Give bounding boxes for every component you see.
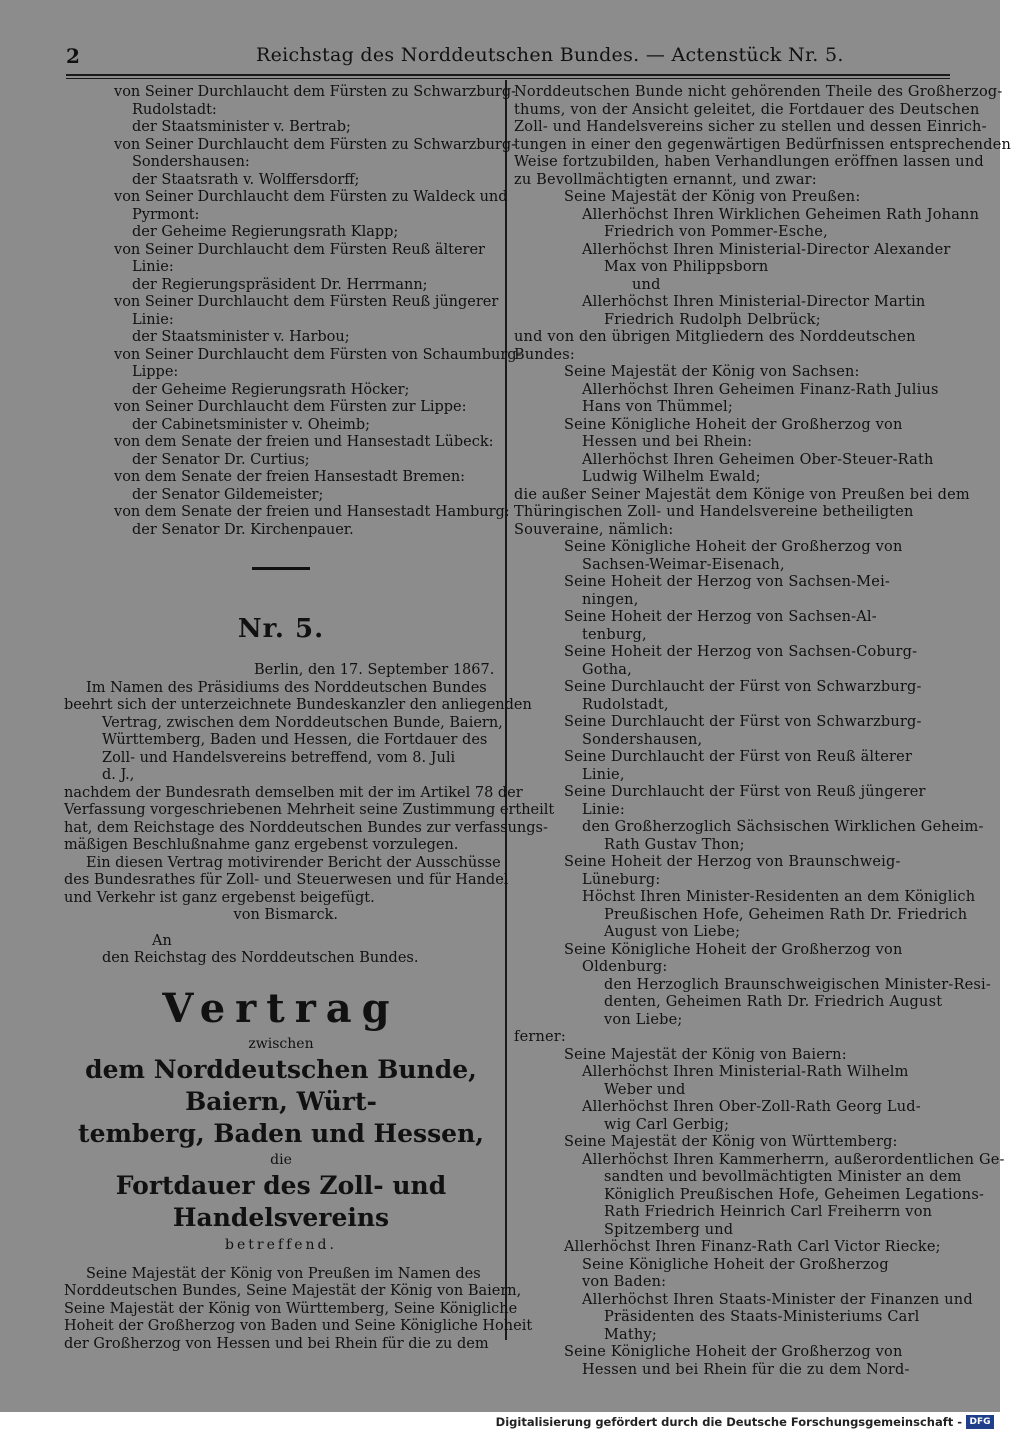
text-line: wig Carl Gerbig; <box>604 1116 730 1133</box>
signature: von Bismarck. <box>233 907 338 923</box>
text-line: der Staatsminister v. Bertrab; <box>132 119 351 135</box>
text-line: Sachsen-Weimar-Eisenach, <box>582 556 785 573</box>
text-line: Seine Königliche Hoheit der Großherzog von <box>564 941 903 958</box>
text-line: Seine Majestät der König von Württemberg: <box>564 1134 898 1150</box>
text-line: Friedrich Rudolph Delbrück; <box>604 311 821 328</box>
text-line: Rudolstadt: <box>132 101 217 118</box>
running-title: Reichstag des Norddeutschen Bundes. — Actenstück Nr. 5. <box>256 44 844 66</box>
text-line: Zoll- und Handelsvereins betreffend, vom 8. Juli <box>102 749 456 766</box>
text-line: Bundes: <box>514 346 575 363</box>
text-line: Allerhöchst Ihren Geheimen Ober-Steuer-Rath <box>582 451 934 468</box>
text-line: Seine Durchlaucht der Fürst von Schwarzburg- <box>564 714 922 730</box>
text-line: Seine Hoheit der Herzog von Sachsen-Mei- <box>564 574 891 590</box>
text-line: Seine Majestät der König von Württemberg, Seine Königliche <box>64 1300 518 1317</box>
text-line: Norddeutschen Bundes, Seine Majestät der König von Baiern, <box>64 1283 522 1299</box>
text-line: ferner: <box>514 1029 567 1045</box>
text-line: Seine Königliche Hoheit der Großherzog <box>582 1256 889 1273</box>
text-line: Allerhöchst Ihren Staats-Minister der Finanzen und <box>582 1291 973 1308</box>
text-line: von Seiner Durchlaucht dem Fürsten zu Schwarzburg- <box>114 136 517 153</box>
text-line: nachdem der Bundesrath demselben mit der im Artikel 78 der <box>64 784 523 801</box>
text-line: von Seiner Durchlaucht dem Fürsten Reuß jüngerer <box>114 294 499 310</box>
text-line: und <box>632 276 661 293</box>
text-line: Seine Hoheit der Herzog von Sachsen-Coburg- <box>564 644 918 660</box>
text-line: den Großherzoglich Sächsischen Wirklichen Geheim- <box>582 819 984 835</box>
text-line: Pyrmont: <box>132 206 200 223</box>
text-line: Seine Hoheit der Herzog von Braunschweig- <box>564 854 901 870</box>
text-line: hat, dem Reichstage des Norddeutschen Bundes zur verfassungs- <box>64 819 548 836</box>
text-line: den Herzoglich Braunschweigischen Minister-Resi- <box>604 976 991 993</box>
text-line: Allerhöchst Ihren Finanz-Rath Carl Victor Riecke; <box>564 1239 941 1255</box>
text-line: Allerhöchst Ihren Wirklichen Geheimen Rath Johann <box>582 206 980 223</box>
title-zwischen: zwischen <box>248 1035 314 1052</box>
text-line: Hessen und bei Rhein für die zu dem Nord- <box>582 1361 910 1378</box>
text-line: sandten und bevollmächtigten Minister an dem <box>604 1169 962 1185</box>
text-line: Allerhöchst Ihren Ministerial-Director Martin <box>582 294 926 310</box>
text-line: und von den übrigen Mitgliedern des Norddeutschen <box>514 329 916 345</box>
text-line: Seine Majestät der König von Preußen im Namen des <box>86 1265 481 1282</box>
document-number: Nr. 5. <box>237 614 325 644</box>
title-betreffend: betreffend. <box>225 1236 337 1253</box>
text-line: Lüneburg: <box>582 871 661 888</box>
page-header <box>66 44 946 72</box>
text-line: der Cabinetsminister v. Oheimb; <box>132 416 371 433</box>
text-line: ningen, <box>582 591 639 608</box>
dfg-logo: DFG <box>966 1415 994 1429</box>
text-line: beehrt sich der unterzeichnete Bundeskanzler den anliegenden <box>64 697 532 713</box>
text-line: Verfassung vorgeschriebenen Mehrheit seine Zustimmung ertheilt <box>64 802 555 818</box>
page-number: 2 <box>66 44 80 68</box>
text-line: Württemberg, Baden und Hessen, die Fortdauer des <box>102 732 488 748</box>
text-line: Rath Gustav Thon; <box>604 836 745 853</box>
text-line: Mathy; <box>604 1326 657 1343</box>
preamble <box>64 1265 533 1354</box>
treaty-title: Vertrag <box>162 984 400 1032</box>
delegates-list <box>64 84 522 539</box>
text-line: Im Namen des Präsidiums des Norddeutschen Bundes <box>86 679 487 696</box>
text-line: Seine Durchlaucht der Fürst von Reuß älterer <box>564 749 913 765</box>
text-line: Ludwig Wilhelm Ewald; <box>582 469 761 485</box>
text-line: Seine Majestät der König von Sachsen: <box>564 364 860 380</box>
text-line: des Bundesrathes für Zoll- und Steuerwesen und für Handel <box>64 872 509 888</box>
text-line: Max von Philippsborn <box>604 259 769 275</box>
text-line: Friedrich von Pommer-Esche, <box>604 224 828 240</box>
text-line: Linie: <box>132 311 174 328</box>
text-line: von Liebe; <box>604 1011 683 1028</box>
text-line: der Geheime Regierungsrath Klapp; <box>132 224 399 240</box>
text-line: tenburg, <box>582 626 647 643</box>
text-line: der Großherzog von Hessen und bei Rhein für die zu dem <box>64 1335 489 1352</box>
text-line: Seine Königliche Hoheit der Großherzog von <box>564 539 903 555</box>
text-line: Linie, <box>582 766 625 783</box>
text-line: Hessen und bei Rhein: <box>582 434 753 450</box>
addressee-line-1: An <box>152 932 172 949</box>
text-line: Weise fortzubilden, haben Verhandlungen eröffnen lassen und <box>514 154 984 170</box>
text-line: Rudolstadt, <box>582 696 669 713</box>
text-line: Weber und <box>604 1081 686 1098</box>
text-line: Rath Friedrich Heinrich Carl Freiherrn von <box>604 1204 933 1220</box>
text-line: Königlich Preußischen Hofe, Geheimen Legations- <box>604 1186 985 1203</box>
text-line: mäßigen Beschlußnahme ganz ergebenst vorzulegen. <box>64 837 459 853</box>
text-line: Vertrag, zwischen dem Norddeutschen Bunde, Baiern, <box>102 714 503 731</box>
plenipotentiaries-list <box>514 84 1011 1379</box>
text-line: Sondershausen: <box>132 154 250 170</box>
text-line: Allerhöchst Ihren Ministerial-Director Alexander <box>582 241 951 258</box>
text-line: Hoheit der Großherzog von Baden und Seine Königliche Hoheit <box>64 1318 533 1334</box>
text-line: Gotha, <box>582 661 632 678</box>
text-line: der Senator Dr. Curtius; <box>132 451 310 468</box>
text-line: und Verkehr ist ganz ergebenst beigefügt. <box>64 889 375 906</box>
text-line: zu Bevollmächtigten ernannt, und zwar: <box>514 171 817 188</box>
text-line: Linie: <box>582 801 625 818</box>
text-line: denten, Geheimen Rath Dr. Friedrich August <box>604 994 943 1010</box>
text-line: von dem Senate der freien Hansestadt Bremen: <box>114 469 466 485</box>
text-line: von Seiner Durchlaucht dem Fürsten von Schaumburg- <box>114 346 522 363</box>
text-line: von Seiner Durchlaucht dem Fürsten zu Waldeck und <box>114 189 508 205</box>
text-line: Allerhöchst Ihren Geheimen Finanz-Rath Julius <box>582 381 939 398</box>
text-line: Souveraine, nämlich: <box>514 521 674 538</box>
text-line: der Senator Dr. Kirchenpauer. <box>132 521 354 538</box>
text-line: von dem Senate der freien und Hansestadt Hamburg: <box>114 504 510 520</box>
text-line: Höchst Ihren Minister-Residenten an dem Königlich <box>582 889 976 905</box>
cover-letter <box>64 679 555 908</box>
text-line: Seine Majestät der König von Baiern: <box>564 1046 847 1063</box>
right-column <box>514 84 1011 1379</box>
title-parties-1: dem Norddeutschen Bunde, Baiern, Würt- <box>85 1054 477 1116</box>
text-line: Hans von Thümmel; <box>582 399 733 415</box>
text-line: von Seiner Durchlaucht dem Fürsten zu Schwarzburg- <box>114 84 517 100</box>
text-line: d. J., <box>102 767 135 783</box>
text-line: Allerhöchst Ihren Ober-Zoll-Rath Georg Lud- <box>582 1099 921 1115</box>
text-line: Seine Hoheit der Herzog von Sachsen-Al- <box>564 609 877 625</box>
text-line: thums, von der Ansicht geleitet, die Fortdauer des Deutschen <box>514 101 980 118</box>
title-subject: Fortdauer des Zoll- und Handelsvereins <box>115 1170 447 1232</box>
text-line: von Baden: <box>582 1274 667 1290</box>
text-line: Seine Durchlaucht der Fürst von Reuß jüngerer <box>564 784 926 800</box>
text-line: Seine Durchlaucht der Fürst von Schwarzburg- <box>564 679 922 695</box>
text-line: tungen in einer den gegenwärtigen Bedürfnissen entsprechenden <box>514 136 1011 153</box>
text-line: der Staatsrath v. Wolffersdorff; <box>132 171 360 188</box>
text-line: der Regierungspräsident Dr. Herrmann; <box>132 276 428 293</box>
text-line: von Seiner Durchlaucht dem Fürsten zur Lippe: <box>114 399 467 415</box>
text-line: die außer Seiner Majestät dem Könige von Preußen bei dem <box>514 486 970 503</box>
section-rule <box>252 567 310 570</box>
footer <box>0 1412 1000 1432</box>
date-line: Berlin, den 17. September 1867. <box>254 662 495 678</box>
text-line: Preußischen Hofe, Geheimen Rath Dr. Friedrich <box>604 906 968 923</box>
text-line: von Seiner Durchlaucht dem Fürsten Reuß älterer <box>114 241 485 258</box>
title-die: die <box>270 1151 292 1168</box>
footer-credit: Digitalisierung gefördert durch die Deutsche Forschungsgemeinschaft - <box>495 1415 962 1429</box>
text-line: Allerhöchst Ihren Kammerherrn, außerordentlichen Ge- <box>582 1151 1005 1168</box>
text-line: der Senator Gildemeister; <box>132 486 324 503</box>
text-line: der Staatsminister v. Harbou; <box>132 329 350 345</box>
title-parties-2: temberg, Baden und Hessen, <box>78 1118 484 1148</box>
addressee-line-2: den Reichstag des Norddeutschen Bundes. <box>102 950 419 966</box>
text-line: Thüringischen Zoll- und Handelsvereine betheiligten <box>514 504 914 520</box>
text-line: Seine Königliche Hoheit der Großherzog von <box>564 416 903 433</box>
text-line: Sondershausen, <box>582 731 703 748</box>
text-line: Ein diesen Vertrag motivirender Bericht der Ausschüsse <box>86 854 501 871</box>
text-line: Zoll- und Handelsvereins sicher zu stellen und dessen Einrich- <box>514 119 987 135</box>
header-rule <box>66 74 950 79</box>
text-line: von dem Senate der freien und Hansestadt Lübeck: <box>114 434 494 450</box>
text-line: Lippe: <box>132 364 179 380</box>
text-line: Präsidenten des Staats-Ministeriums Carl <box>604 1309 920 1325</box>
text-line: Spitzemberg und <box>604 1221 734 1238</box>
text-line: Linie: <box>132 259 174 275</box>
text-line: Seine Königliche Hoheit der Großherzog von <box>564 1344 903 1360</box>
text-line: Oldenburg: <box>582 959 668 975</box>
text-line: August von Liebe; <box>604 924 741 940</box>
text-line: Norddeutschen Bunde nicht gehörenden Theile des Großherzog- <box>514 84 1003 100</box>
text-line: Seine Majestät der König von Preußen: <box>564 189 861 205</box>
text-line: der Geheime Regierungsrath Höcker; <box>132 381 410 398</box>
text-line: Allerhöchst Ihren Ministerial-Rath Wilhelm <box>582 1064 909 1080</box>
